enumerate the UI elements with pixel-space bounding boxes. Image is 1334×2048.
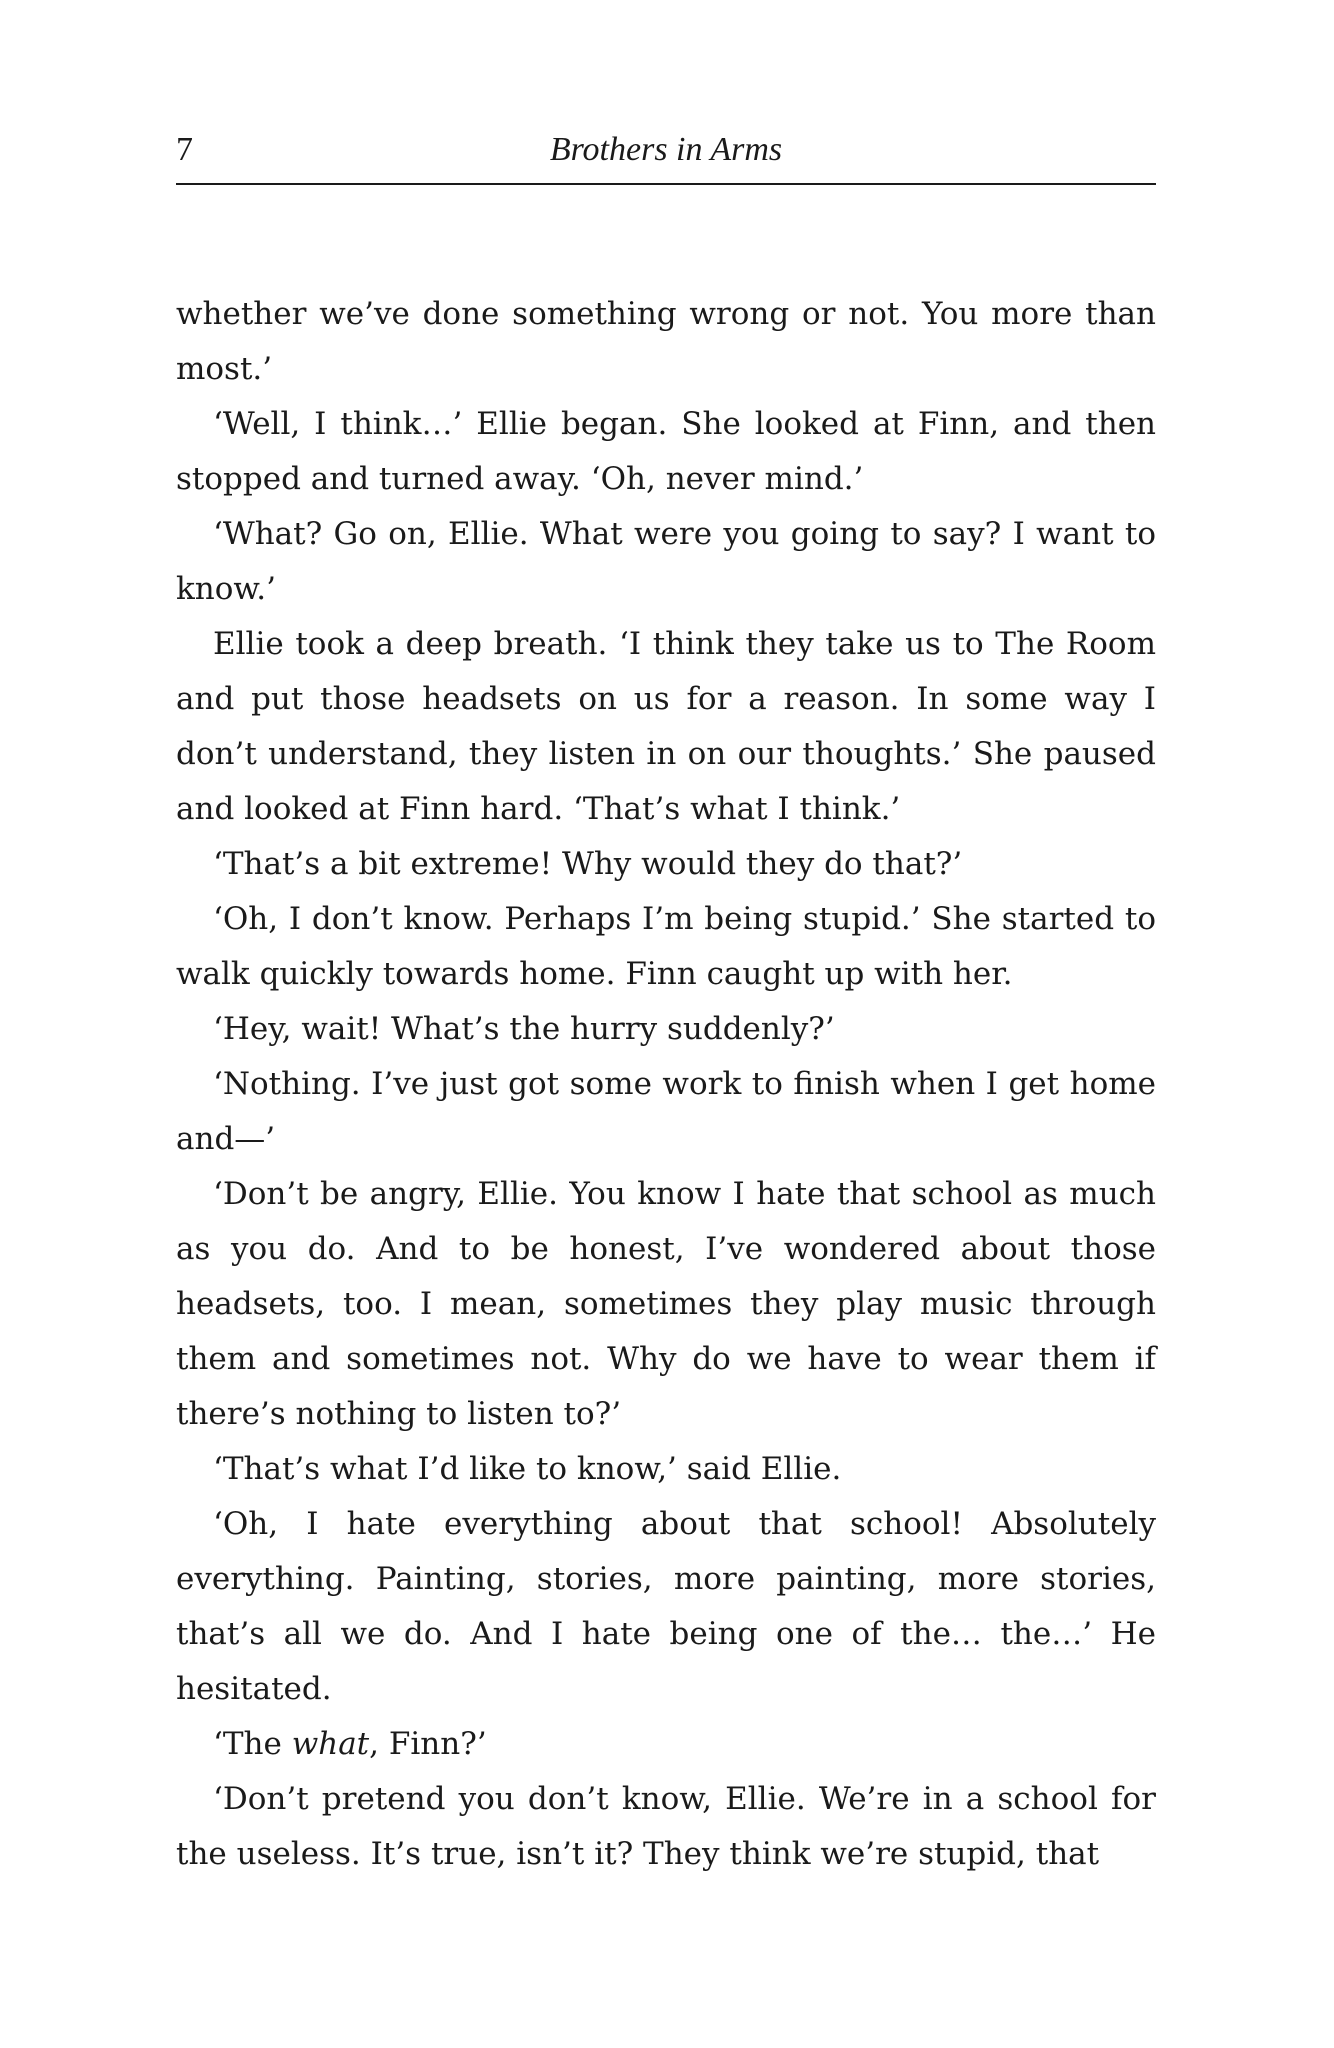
text-run: ‘Don’t be angry, Ellie. You know I hate that school as much as you do. And to be honest, I’ve wondered about those headsets, too. I mean, sometimes they play music through them and sometimes not. Why do we have to wear them if there’s nothing to listen to?’ xyxy=(176,1176,1156,1432)
running-title: Brothers in Arms xyxy=(549,131,783,168)
page-header xyxy=(176,128,1156,172)
text-run: whether we’ve done something wrong or not. You more than most.’ xyxy=(176,296,1156,387)
paragraph xyxy=(176,1717,1156,1772)
text-run: , Finn?’ xyxy=(369,1726,487,1762)
paragraph xyxy=(176,287,1156,397)
text-run: ‘That’s what I’d like to know,’ said Ellie. xyxy=(213,1451,842,1487)
text-run: ‘Oh, I don’t know. Perhaps I’m being stupid.’ She started to walk quickly towards home. Finn caught up with her. xyxy=(176,901,1156,992)
text-run: ‘Well, I think…’ Ellie began. She looked at Finn, and then stopped and turned away. ‘Oh, never mind.’ xyxy=(176,406,1156,497)
paragraph xyxy=(176,507,1156,617)
header-rule xyxy=(176,183,1156,185)
emphasis-text: what xyxy=(291,1726,370,1762)
text-run: ‘That’s a bit extreme! Why would they do that?’ xyxy=(213,846,963,882)
paragraph xyxy=(176,1442,1156,1497)
paragraph xyxy=(176,837,1156,892)
paragraph xyxy=(176,1057,1156,1167)
paragraph xyxy=(176,1772,1156,1882)
paragraph xyxy=(176,397,1156,507)
paragraph xyxy=(176,1002,1156,1057)
body-text xyxy=(176,287,1156,1882)
text-run: ‘Oh, I hate everything about that school! Absolutely everything. Painting, stories, more painting, more stories, that’s all we do. And I hate being one of the… the…’ He hesitated. xyxy=(176,1506,1156,1707)
paragraph xyxy=(176,892,1156,1002)
text-run: ‘What? Go on, Ellie. What were you going to say? I want to know.’ xyxy=(176,516,1156,607)
paragraph xyxy=(176,1497,1156,1717)
text-run: ‘Nothing. I’ve just got some work to finish when I get home and—’ xyxy=(176,1066,1156,1157)
page-number: 7 xyxy=(176,131,193,168)
text-run: ‘Hey, wait! What’s the hurry suddenly?’ xyxy=(213,1011,835,1047)
paragraph xyxy=(176,617,1156,837)
text-run: Ellie took a deep breath. ‘I think they take us to The Room and put those headsets on us for a reason. In some way I don’t understand, they listen in on our thoughts.’ She paused and looked at Finn hard. ‘That’s what I think.’ xyxy=(176,626,1156,827)
text-run: ‘Don’t pretend you don’t know, Ellie. We’re in a school for the useless. It’s true, isn’t it? They think we’re stupid, that xyxy=(176,1781,1156,1872)
text-run: ‘The xyxy=(213,1726,292,1762)
paragraph xyxy=(176,1167,1156,1442)
